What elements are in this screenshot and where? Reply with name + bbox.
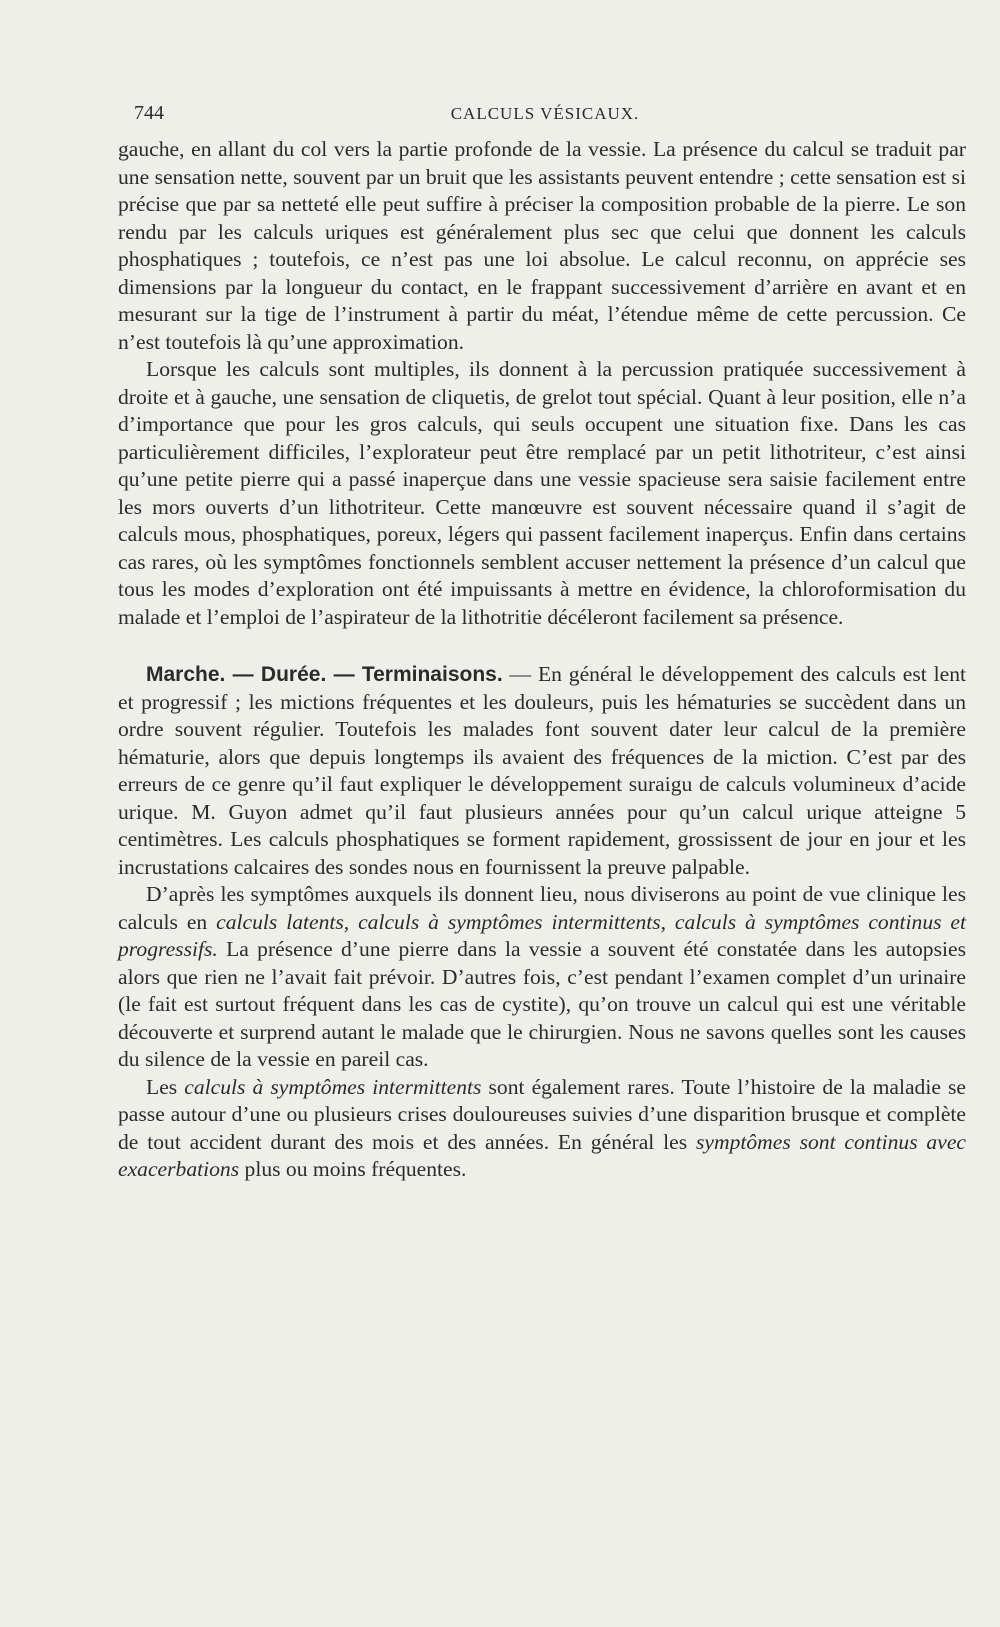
paragraph-clinical-classes bbox=[118, 881, 966, 1074]
paragraph-text-part: D’après les symptômes auxquels ils donnent lieu, nous diviserons au point de vue clinique les calculs en bbox=[118, 882, 966, 934]
section-heading: Marche. — Durée. — Terminaisons. bbox=[146, 663, 503, 686]
paragraph-text: — En général le développement des calculs est lent et progressif ; les mictions fréquentes et les douleurs, puis les hématuries se succèdent dans un ordre souvent régulier. Toutefois les malades font souvent dater leur calcul de la première hématurie, alors que depuis longtemps ils avaient des fréquences de la miction. C’est par des erreurs de ce genre qu’il faut expliquer le développement suraigu de calculs volumineux d’acide urique. M. Guyon admet qu’il faut plusieurs années pour qu’un calcul urique atteigne 5 centimètres. Les calculs phosphatiques se forment rapidement, grossissent de jour en jour et les incrustations calcaires des sondes nous en fournissent la preuve palpable. bbox=[118, 662, 966, 879]
italic-classes: calculs latents, calculs à symptômes intermittents, calculs à symptômes continus et progressifs. bbox=[118, 909, 966, 961]
body-text bbox=[118, 136, 966, 1184]
paragraph-diagnosis-percussion: gauche, en allant du col vers la partie profonde de la vessie. La présence du calcul se traduit par une sensation nette, souvent par un bruit que les assistants peuvent entendre ; cette sensation est si précise que par sa netteté elle peut suffire à préciser la composition probable de la pierre. Le son rendu par les calculs uriques est généralement plus sec que celui que donnent les calculs phosphatiques ; toutefois, ce n’est pas une loi absolue. Le calcul reconnu, on apprécie ses dimensions par la longueur du contact, en le frappant successivement d’arrière en avant et en mesurant sur la tige de l’instrument à partir du méat, l’étendue même de cette percussion. Ce n’est toutefois là qu’une approximation. bbox=[118, 137, 966, 354]
paragraph-text-part: La présence d’une pierre dans la vessie a souvent été constatée dans les autopsies alors que rien ne l’avait fait prévoir. D’autres fois, c’est pendant l’examen complet d’un urinaire (le fait est surtout fréquent dans les cas de cystite), qu’on trouve un calcul qui est une véritable découverte et surprend autant le malade que le chirurgien. Nous ne savons quelles sont les causes du silence de la vessie en pareil cas. bbox=[118, 937, 966, 1071]
paragraph-multiple-calculi: Lorsque les calculs sont multiples, ils donnent à la percussion pratiquée successivement à droite et à gauche, une sensation de cliquetis, de grelot tout spécial. Quant à leur position, elle n’a d’importance que pour les gros calculs, qui seuls occupent une situation fixe. Dans les cas particulièrement difficiles, l’explorateur peut être remplacé par un petit lithotriteur, c’est ainsi qu’une petite pierre qui a passé inaperçue dans une vessie spacieuse sera saisie facilement entre les mors ouverts d’un lithotriteur. Cette manœuvre est souvent nécessaire quand il s’agit de calculs mous, phosphatiques, poreux, légers qui passent facilement inaperçus. Enfin dans certains cas rares, où les symptômes fonctionnels semblent accuser nettement la présence d’un calcul que tous les modes d’exploration ont été impuissants à mettre en évidence, la chloroformisation du malade et l’emploi de l’aspirateur de la lithotritie décéleront facilement sa présence. bbox=[118, 357, 966, 629]
page-header bbox=[130, 102, 960, 130]
paragraph-text-part: sont également rares. Toute l’histoire de la maladie se passe autour d’une ou plusieurs crises douloureuses suivies d’une disparition brusque et complète de tout accident durant des mois et des années. En général les bbox=[118, 1074, 966, 1154]
italic-term: calculs à symptômes intermittents bbox=[184, 1074, 482, 1099]
paragraph-intermittent-calculi bbox=[118, 1074, 966, 1184]
paragraph-text-part: plus ou moins fréquentes. bbox=[239, 1157, 467, 1181]
italic-term: symptômes sont continus avec exacerbations bbox=[118, 1129, 966, 1181]
paragraph-marche-duree bbox=[118, 661, 966, 881]
paragraph-text-part: Les bbox=[146, 1074, 185, 1099]
page-number: 744 bbox=[134, 102, 164, 124]
running-head: CALCULS VÉSICAUX. bbox=[450, 104, 640, 123]
